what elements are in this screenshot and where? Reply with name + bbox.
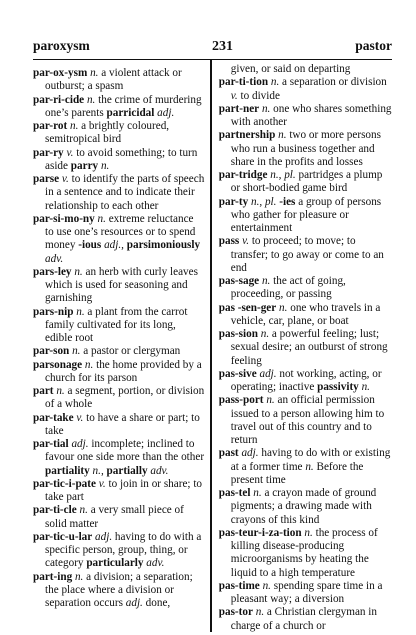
derived-part-of-speech: adv. xyxy=(147,464,169,477)
headword: par-rot xyxy=(33,120,68,132)
dictionary-entry xyxy=(33,213,204,266)
definition: a violent attack or outburst; a spasm xyxy=(45,67,182,93)
headword: par-tial xyxy=(33,438,69,450)
header-guide-word-right: pastor xyxy=(355,38,392,53)
definition: a powerful feeling; lust; sexual desire; an outburst of strong feeling xyxy=(230,328,388,367)
headword: pas -sen-ger xyxy=(218,301,277,314)
headword: pas-sive xyxy=(218,367,257,380)
derived-part-of-speech: adj. xyxy=(154,106,175,119)
part-of-speech: n. xyxy=(279,301,288,314)
definition: having to do with or existing at a former time xyxy=(230,447,391,473)
page-header xyxy=(33,38,392,60)
dictionary-entry xyxy=(219,606,392,633)
definition: having to do with a specific person, group, thing, or category xyxy=(45,530,202,570)
dictionary-entry xyxy=(219,103,392,130)
headword: pas-sage xyxy=(218,275,260,287)
headword: pars-nip xyxy=(33,305,74,318)
definition: incomplete; inclined to favour one side more than the other xyxy=(45,438,205,464)
part-of-speech: adj. xyxy=(125,597,143,609)
dictionary-entry xyxy=(33,531,204,571)
part-of-speech: v. xyxy=(230,89,238,102)
dictionary-entry xyxy=(33,147,204,174)
headword: parsonage xyxy=(33,358,83,371)
headword: pas-time xyxy=(218,579,260,592)
dictionary-entry xyxy=(219,447,392,487)
derived-part-of-speech: adv. xyxy=(143,557,165,570)
derived-part-of-speech: adj., xyxy=(101,239,124,252)
part-of-speech: n. xyxy=(255,606,265,619)
dictionary-entry xyxy=(33,571,204,611)
headword: par-ti-cle xyxy=(33,504,77,517)
headword: parse xyxy=(33,173,60,185)
left-column xyxy=(33,60,210,633)
right-column xyxy=(212,60,392,633)
dictionary-entry xyxy=(219,527,392,580)
definition: a Christian clergyman in charge of a church or xyxy=(230,606,378,632)
definition: spending spare time in a pleasant way; a diversion xyxy=(230,579,383,605)
dictionary-entry xyxy=(33,359,204,386)
part-of-speech: n., pl. xyxy=(270,169,296,181)
page-number: 231 xyxy=(212,39,233,54)
derived-part-of-speech: n., xyxy=(89,464,104,477)
part-of-speech: n. xyxy=(97,212,106,225)
part-of-speech: n. xyxy=(74,570,84,583)
definition: to have a share or part; to take xyxy=(45,411,200,437)
dictionary-entry xyxy=(33,438,204,478)
part-of-speech: n. xyxy=(76,305,85,318)
headword: part-ing xyxy=(33,570,73,583)
part-of-speech: v. xyxy=(61,173,69,185)
dictionary-entry xyxy=(219,129,392,169)
derived-form: parry xyxy=(70,159,99,172)
headword: par-ri-cide xyxy=(33,93,85,106)
part-of-speech: v. xyxy=(76,411,84,424)
headword: pass-port xyxy=(218,394,264,407)
definition: the crime of murdering one’s parents xyxy=(45,93,202,119)
part-of-speech: n. xyxy=(86,93,96,106)
definition: a group of persons who gather for pleasure or entertainment xyxy=(230,195,382,234)
headword: par-tic-i-pate xyxy=(33,477,96,490)
part-of-speech: v. xyxy=(66,146,74,159)
part-of-speech: n. xyxy=(69,120,79,132)
definition: one who shares something with another xyxy=(230,102,392,128)
dictionary-entry xyxy=(33,412,204,439)
dictionary-entry xyxy=(219,394,392,447)
entry-continuation: given, or said on departing xyxy=(230,63,351,75)
part-of-speech: adj. xyxy=(71,438,89,450)
headword: part-ner xyxy=(218,102,260,115)
definition: a separation or division xyxy=(279,76,387,89)
dictionary-entry xyxy=(33,306,204,346)
definition: to proceed; to move; to transfer; to go away or come to an end xyxy=(230,235,384,274)
definition: the home provided by a church for its parson xyxy=(45,358,202,384)
derived-form: passivity xyxy=(317,381,359,393)
definition: partridges a plump or short-bodied game bird xyxy=(230,169,383,195)
definition: to avoid something; to turn aside xyxy=(45,146,198,172)
dictionary-entry xyxy=(33,385,204,412)
part-of-speech: n. xyxy=(304,526,313,539)
part-of-speech: n. xyxy=(260,328,270,340)
definition: a plant from the carrot family cultivated for its long, edible root xyxy=(45,305,188,344)
derived-form: partially xyxy=(106,464,148,477)
dictionary-entry xyxy=(33,67,204,94)
dictionary-entry xyxy=(33,478,204,505)
definition: the act of going, proceeding, or passing xyxy=(230,275,346,301)
part-of-speech: v. xyxy=(242,235,250,248)
dictionary-entry xyxy=(219,302,392,329)
dictionary-entry xyxy=(219,196,392,236)
columns xyxy=(33,60,392,633)
part-of-speech: n. xyxy=(90,67,99,79)
definition: a brightly coloured, semitropical bird xyxy=(45,120,170,146)
part-of-speech: n. xyxy=(305,460,314,473)
part-of-speech: n. xyxy=(84,358,94,371)
part-of-speech: n. xyxy=(261,102,271,115)
part-of-speech: v. xyxy=(98,477,106,490)
definition: an herb with curly leaves which is used for seasoning and garnishing xyxy=(45,265,198,305)
dictionary-entry xyxy=(219,275,392,302)
definition: to join in or share; to take part xyxy=(45,477,203,503)
part-of-speech: n. xyxy=(72,345,81,358)
headword: pars-ley xyxy=(33,265,72,278)
definition: a very small piece of solid matter xyxy=(45,504,184,530)
dictionary-entry xyxy=(219,235,392,275)
part-of-speech: n. xyxy=(74,265,83,278)
definition: not working, acting, or operating; inactive xyxy=(230,367,382,393)
part-of-speech: n. xyxy=(79,504,88,517)
headword: pas-tor xyxy=(218,606,253,619)
part-of-speech: n. xyxy=(56,385,65,397)
headword: partnership xyxy=(218,129,276,142)
part-of-speech: n., pl. xyxy=(250,195,277,208)
dictionary-entry xyxy=(33,120,204,147)
dictionary-entry xyxy=(219,76,392,103)
headword: par-take xyxy=(33,411,74,424)
derived-form: partiality xyxy=(45,464,90,477)
dictionary-entry xyxy=(33,266,204,306)
headword: part xyxy=(33,385,54,397)
part-of-speech: n. xyxy=(278,129,287,142)
headword: par-son xyxy=(33,345,70,358)
headword: par-ry xyxy=(33,146,64,159)
dictionary-entry xyxy=(33,173,204,213)
headword: past xyxy=(218,447,239,460)
derived-form: parricidal xyxy=(106,106,155,119)
headword: pas-sion xyxy=(218,328,258,340)
part-of-speech: n. xyxy=(266,394,275,407)
header-guide-word-left: paroxysm xyxy=(33,38,90,53)
definition: an official permission issued to a person allowing him to travel out of this country and to return xyxy=(230,394,385,446)
part-of-speech: adj. xyxy=(259,367,277,380)
dictionary-entry xyxy=(219,169,392,196)
headword: par-tridge xyxy=(218,169,268,181)
dictionary-entry xyxy=(219,63,392,76)
dictionary-entry xyxy=(33,345,204,358)
definition: a crayon made of ground pigments; a drawing made with crayons of this kind xyxy=(230,487,377,526)
derived-part-of-speech: n. xyxy=(358,381,370,393)
definition: the process of killing disease-producing microorganisms by heating the liquid to a high temperature xyxy=(230,526,378,579)
definition: two or more persons who run a business together and share in the profits and losses xyxy=(230,129,381,168)
derived-form: particularly xyxy=(86,557,144,570)
dictionary-entry xyxy=(33,94,204,121)
headword: pass xyxy=(218,235,240,248)
derived-form: -ious xyxy=(78,239,102,252)
dictionary-entry xyxy=(219,368,392,395)
definition: a pastor or clergyman xyxy=(80,345,181,358)
part-of-speech: adj. xyxy=(241,447,259,460)
derived-form: parsimoniously xyxy=(126,239,201,252)
definition: one who travels in a vehicle, car, plane, or boat xyxy=(230,301,381,327)
definition: Before the present time xyxy=(230,460,364,486)
part-of-speech: adj. xyxy=(95,530,113,543)
headword: par-ox-ysm xyxy=(33,67,88,79)
definition: a segment, portion, or division of a whole xyxy=(45,385,205,411)
dictionary-entry xyxy=(219,328,392,368)
dictionary-entry xyxy=(219,580,392,607)
definition: to divide xyxy=(237,89,280,102)
headword: pas-tel xyxy=(218,487,251,499)
definition: extreme reluctance to use one’s resources or to spend money xyxy=(45,212,196,252)
dictionary-entry xyxy=(219,487,392,527)
definition: to identify the parts of speech in a sentence and to indicate their relationship to each other xyxy=(45,173,205,212)
headword: par-ty xyxy=(218,195,249,208)
headword: pas-teur-i-za-tion xyxy=(218,526,302,539)
derived-part-of-speech: n. xyxy=(98,159,110,172)
derived-form: -ies xyxy=(279,195,296,208)
part-of-speech: n. xyxy=(270,76,280,89)
part-of-speech: n. xyxy=(253,487,262,499)
part-of-speech: n. xyxy=(262,579,271,592)
derived-part-of-speech: adv. xyxy=(45,252,64,265)
part-of-speech: n. xyxy=(261,275,271,287)
definition: a division; a separation; the place where a division or separation occurs xyxy=(45,570,193,609)
headword: par-ti-tion xyxy=(218,76,269,89)
dictionary-entry xyxy=(33,504,204,531)
headword: par-tic-u-lar xyxy=(33,530,93,543)
definition: done, xyxy=(142,597,171,609)
headword: par-si-mo-ny xyxy=(33,212,95,225)
